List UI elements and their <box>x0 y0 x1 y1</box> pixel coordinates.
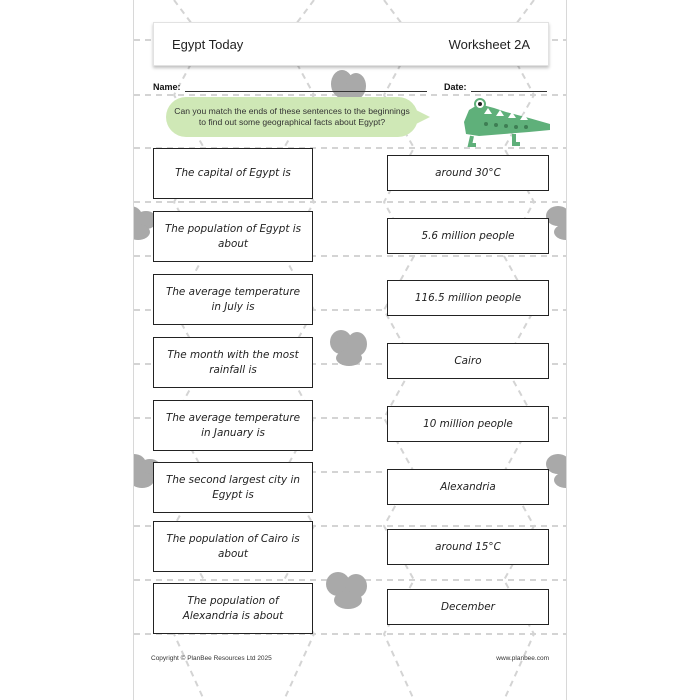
card-text: December <box>441 600 495 613</box>
card-text: 10 million people <box>423 417 513 430</box>
worksheet-page <box>133 0 567 700</box>
sentence-ending-card[interactable] <box>387 469 549 505</box>
worksheet-number: Worksheet 2A <box>448 36 530 52</box>
website-link[interactable]: www.planbee.com <box>496 655 549 662</box>
sentence-beginning-card[interactable] <box>153 148 313 199</box>
sentence-beginning-card[interactable] <box>153 211 313 262</box>
card-text: The second largest city in Egypt is <box>166 473 300 501</box>
card-text: around 15°C <box>435 540 501 553</box>
sentence-ending-card[interactable] <box>387 155 549 191</box>
sentence-ending-card[interactable] <box>387 589 549 625</box>
card-text: The population of Alexandria is about <box>182 594 284 622</box>
card-text: 116.5 million people <box>414 291 522 304</box>
card-text: The average temperature in January is <box>165 411 300 439</box>
card-text: The population of Cairo is about <box>166 532 300 560</box>
card-text: The population of Egypt is about <box>164 222 302 250</box>
sentence-beginning-card[interactable] <box>153 400 313 451</box>
sentence-beginning-card[interactable] <box>153 521 313 572</box>
card-text: Cairo <box>454 354 482 367</box>
card-text: The average temperature in July is <box>165 285 300 313</box>
sentence-ending-card[interactable] <box>387 218 549 254</box>
sentence-ending-card[interactable] <box>387 529 549 565</box>
instructions-text: Can you match the ends of these sentences to the beginnings to find out some geographical facts about Egypt? <box>174 106 410 127</box>
card-text: The month with the most rainfall is <box>167 348 299 376</box>
sentence-ending-card[interactable] <box>387 343 549 379</box>
name-label: Name: <box>153 82 181 92</box>
sentence-beginning-card[interactable] <box>153 337 313 388</box>
card-text: around 30°C <box>435 166 501 179</box>
sentence-ending-card[interactable] <box>387 406 549 442</box>
card-text: The capital of Egypt is <box>175 167 291 179</box>
copyright-text: Copyright © PlanBee Resources Ltd 2025 <box>151 655 272 662</box>
card-text: 5.6 million people <box>421 229 515 242</box>
sentence-beginning-card[interactable] <box>153 274 313 325</box>
date-label: Date: <box>444 82 467 92</box>
sentence-beginning-card[interactable] <box>153 583 313 634</box>
worksheet-title: Egypt Today <box>172 36 244 52</box>
sentence-beginning-card[interactable] <box>153 462 313 513</box>
sentence-ending-card[interactable] <box>387 280 549 316</box>
card-text: Alexandria <box>440 480 496 493</box>
